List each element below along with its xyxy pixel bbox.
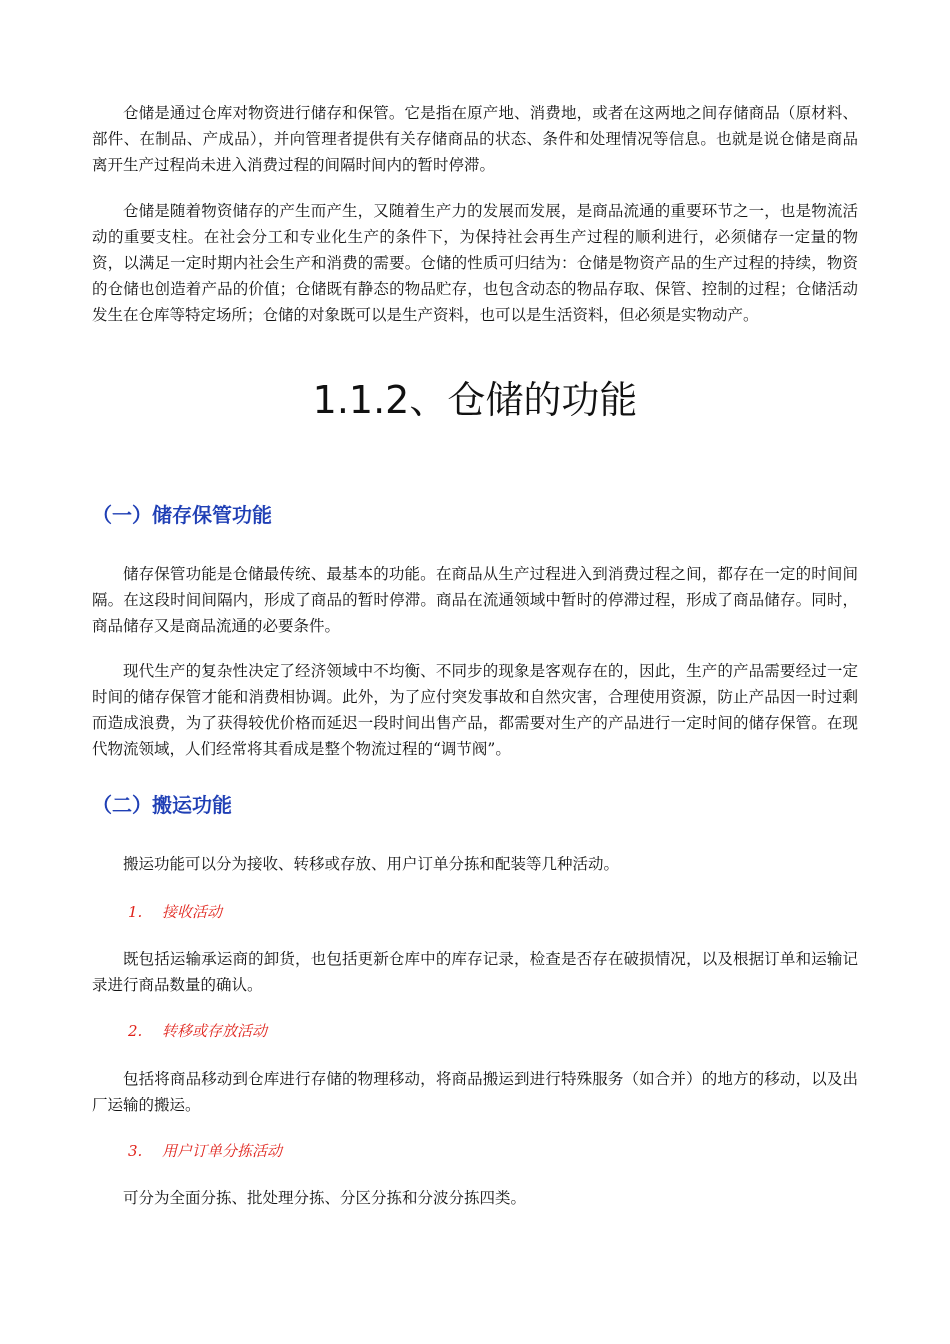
intro-paragraph-1: 仓储是通过仓库对物资进行储存和保管。它是指在原产地、消费地，或者在这两地之间存储商品（原材料、部件、在制品、产成品），并向管理者提供有关存储商品的状态、条件和处理情况等信息。也就是说仓储是商品离开生产过程尚未进入消费过程的间隔时间内的暂时停滞。 <box>92 104 858 174</box>
storage-paragraph-2: 现代生产的复杂性决定了经济领域中不均衡、不同步的现象是客观存在的，因此，生产的产品需要经过一定时间的储存保管才能和消费相协调。此外，为了应付突发事故和自然灾害，合理使用资源，防止产品因一时过剩而造成浪费，为了获得较优价格而延迟一段时间出售产品，都需要对生产的产品进行一定时间的储存保管。在现代物流领域，人们经常将其看成是整个物流过程的“调节阀”。 <box>92 662 858 758</box>
list-item-heading: 2. 转移或存放活动 <box>128 1022 268 1040</box>
list-item-text: 既包括运输承运商的卸货，也包括更新仓库中的库存记录，检查是否存在破损情况，以及根据订单和运输记录进行商品数量的确认。 <box>92 950 858 994</box>
section-title: 1.1.2、仓储的功能 <box>312 378 638 422</box>
list-item-text: 可分为全面分拣、批处理分拣、分区分拣和分波分拣四类。 <box>123 1189 527 1207</box>
subsection-title-storage: （一）储存保管功能 <box>92 503 272 527</box>
intro-paragraph-2: 仓储是随着物资储存的产生而产生，又随着生产力的发展而发展，是商品流通的重要环节之一，也是物流活动的重要支柱。在社会分工和专业化生产的条件下，为保持社会再生产过程的顺利进行，必须储存一定量的物资，以满足一定时期内社会生产和消费的需要。仓储的性质可归结为：仓储是物资产品的生产过程的持续，物资的仓储也创造着产品的价值；仓储既有静态的物品贮存，也包含动态的物品存取、保管、控制的过程；仓储活动发生在仓库等特定场所；仓储的对象既可以是生产资料，也可以是生活资料，但必须是实物动产。 <box>92 202 858 324</box>
list-item-heading: 3. 用户订单分拣活动 <box>128 1142 283 1160</box>
list-item-heading: 1. 接收活动 <box>128 903 223 921</box>
storage-paragraph-1: 储存保管功能是仓储最传统、最基本的功能。在商品从生产过程进入到消费过程之间，都存在一定的时间间隔。在这段时间间隔内，形成了商品的暂时停滞。商品在流通领域中暂时的停滞过程，形成了商品储存。同时，商品储存又是商品流通的必要条件。 <box>92 565 858 635</box>
handling-intro: 搬运功能可以分为接收、转移或存放、用户订单分拣和配装等几种活动。 <box>123 855 620 873</box>
subsection-title-handling: （二）搬运功能 <box>92 793 232 817</box>
list-item-text: 包括将商品移动到仓库进行存储的物理移动，将商品搬运到进行特殊服务（如合并）的地方的移动，以及出厂运输的搬运。 <box>92 1070 858 1114</box>
